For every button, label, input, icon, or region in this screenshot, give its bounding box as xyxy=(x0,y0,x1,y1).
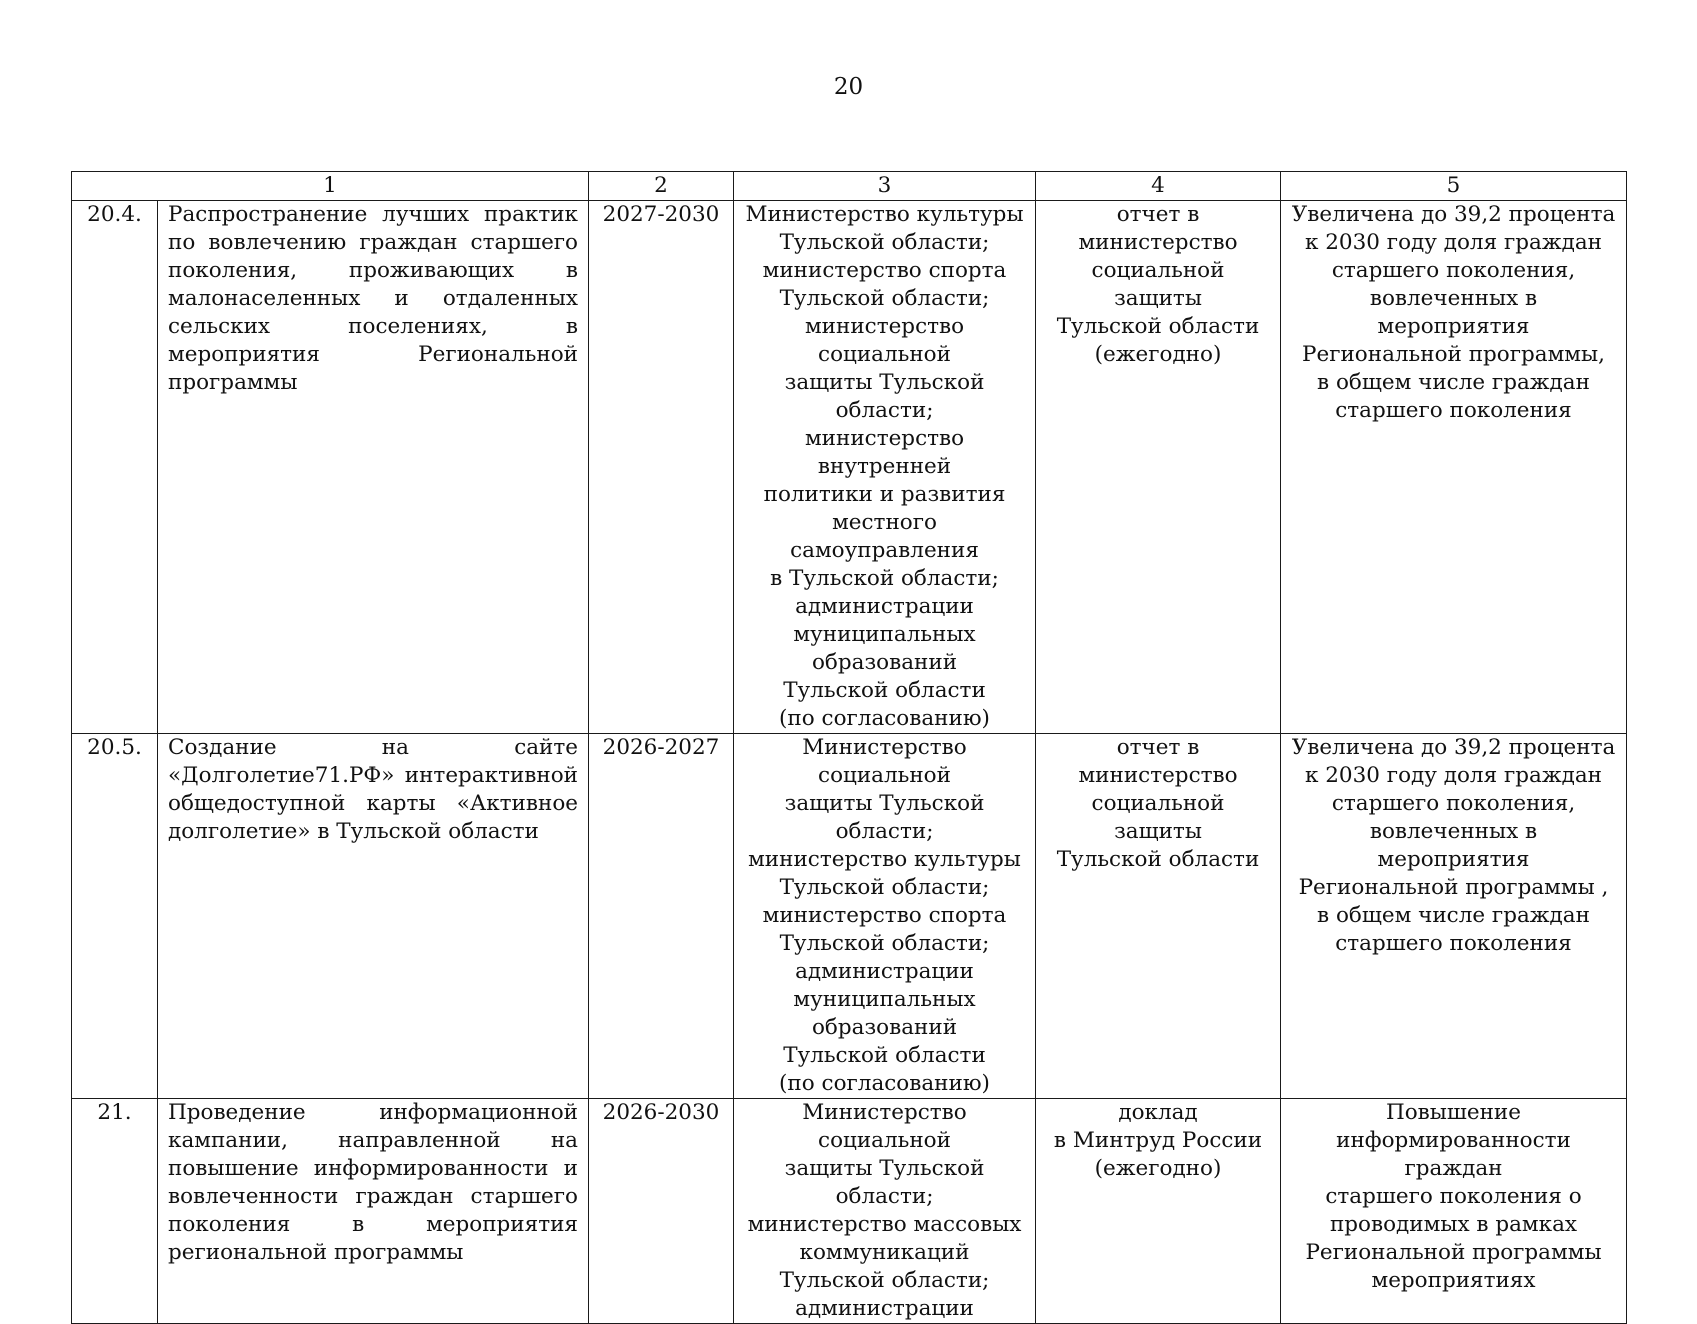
executor-line: Тульской области; xyxy=(779,286,990,311)
report-line: (ежегодно) xyxy=(1094,342,1222,367)
row-number: 20.5. xyxy=(72,734,158,1099)
table-row xyxy=(72,201,1627,734)
page-number: 20 xyxy=(833,74,864,100)
executor-line: администрации xyxy=(795,1296,974,1321)
executor-line: образований xyxy=(811,650,958,675)
measure-text: Проведение информационной кампании, направленной на повышение информированности и вовлеченности граждан старшего поколения в мероприятия региональной программы xyxy=(158,1099,589,1324)
header-cell-1: 1 xyxy=(72,172,589,201)
executor-line: коммуникаций xyxy=(799,1240,970,1265)
executors xyxy=(734,734,1036,1099)
result-line: старшего поколения, xyxy=(1331,258,1576,283)
header-cell-4: 4 xyxy=(1036,172,1281,201)
result-line: к 2030 году доля граждан xyxy=(1304,230,1602,255)
header-cell-2: 2 xyxy=(589,172,734,201)
period: 2026-2027 xyxy=(589,734,734,1099)
executor-line: министерство культуры xyxy=(748,847,1021,872)
executor-line: министерство спорта xyxy=(762,258,1007,283)
result-line: проводимых в рамках xyxy=(1329,1212,1578,1237)
expected-result xyxy=(1281,201,1627,734)
report-line: социальной защиты xyxy=(1091,791,1225,844)
executor-line: министерство массовых xyxy=(747,1212,1022,1237)
executor-line: муниципальных xyxy=(793,987,976,1012)
executor-line: Тульской области; xyxy=(779,1268,990,1293)
result-line: Региональной программы, xyxy=(1302,342,1605,367)
executor-line: министерство внутренней xyxy=(804,426,965,479)
report-line: (ежегодно) xyxy=(1094,1156,1222,1181)
result-line: Региональной программы xyxy=(1305,1240,1602,1265)
executor-line: (по согласованию) xyxy=(779,706,990,731)
expected-result xyxy=(1281,1099,1627,1324)
report-line: в Минтруд России xyxy=(1053,1128,1263,1153)
result-line: старшего поколения xyxy=(1335,931,1572,956)
report-line: Тульской области xyxy=(1056,847,1260,872)
executor-line: Министерство социальной xyxy=(802,735,967,788)
result-line: Увеличена до 39,2 процента xyxy=(1291,735,1616,760)
measures-table xyxy=(71,171,1627,1324)
result-line: старшего поколения xyxy=(1335,398,1572,423)
report-line: министерство xyxy=(1078,230,1238,255)
executor-line: защиты Тульской области; xyxy=(784,791,985,844)
executor-line: министерство спорта xyxy=(762,903,1007,928)
row-number: 20.4. xyxy=(72,201,158,734)
report-form xyxy=(1036,1099,1281,1324)
executor-line: администрации xyxy=(795,594,974,619)
executor-line: политики и развития xyxy=(763,482,1006,507)
header-cell-5: 5 xyxy=(1281,172,1627,201)
result-line: вовлеченных в мероприятия xyxy=(1369,819,1538,872)
table-row xyxy=(72,1099,1627,1324)
executor-line: местного самоуправления xyxy=(790,510,979,563)
executor-line: администрации xyxy=(795,959,974,984)
executor-line: Министерство социальной xyxy=(802,1100,967,1153)
executor-line: министерство социальной xyxy=(804,314,965,367)
expected-result xyxy=(1281,734,1627,1099)
row-number: 21. xyxy=(72,1099,158,1324)
result-line: Повышение xyxy=(1385,1100,1521,1125)
report-form xyxy=(1036,201,1281,734)
report-line: отчет в xyxy=(1116,202,1200,227)
result-line: к 2030 году доля граждан xyxy=(1304,763,1602,788)
table-header-row xyxy=(72,172,1627,201)
result-line: вовлеченных в мероприятия xyxy=(1369,286,1538,339)
period: 2026-2030 xyxy=(589,1099,734,1324)
executor-line: Тульской области; xyxy=(779,230,990,255)
executor-line: Тульской области; xyxy=(779,931,990,956)
executor-line: защиты Тульской области; xyxy=(784,370,985,423)
table-row xyxy=(72,734,1627,1099)
result-line: Региональной программы , xyxy=(1298,875,1609,900)
report-line: Тульской области xyxy=(1056,314,1260,339)
report-line: доклад xyxy=(1118,1100,1198,1125)
result-line: в общем числе граждан xyxy=(1317,370,1590,395)
executor-line: Тульской области; xyxy=(779,875,990,900)
report-line: социальной защиты xyxy=(1091,258,1225,311)
executors xyxy=(734,1099,1036,1324)
header-cell-3: 3 xyxy=(734,172,1036,201)
report-line: министерство xyxy=(1078,763,1238,788)
result-line: старшего поколения о xyxy=(1325,1184,1582,1209)
period: 2027-2030 xyxy=(589,201,734,734)
executor-line: Тульской области xyxy=(783,1043,986,1068)
result-line: Увеличена до 39,2 процента xyxy=(1291,202,1616,227)
executor-line: в Тульской области; xyxy=(770,566,999,591)
result-line: информированности граждан xyxy=(1336,1128,1571,1181)
executor-line: защиты Тульской области; xyxy=(784,1156,985,1209)
executor-line: Министерство культуры xyxy=(745,202,1024,227)
report-form xyxy=(1036,734,1281,1099)
executor-line: образований xyxy=(811,1015,958,1040)
executors xyxy=(734,201,1036,734)
result-line: мероприятиях xyxy=(1371,1268,1536,1293)
result-line: в общем числе граждан xyxy=(1317,903,1590,928)
measure-text: Создание на сайте «Долголетие71.РФ» интерактивной общедоступной карты «Активное долголетие» в Тульской области xyxy=(158,734,589,1099)
executor-line: муниципальных xyxy=(793,622,976,647)
measure-text: Распространение лучших практик по вовлечению граждан старшего поколения, проживающих в малонаселенных и отдаленных сельских поселениях, в мероприятия Региональной программы xyxy=(158,201,589,734)
executor-line: Тульской области xyxy=(783,678,986,703)
executor-line: (по согласованию) xyxy=(779,1071,990,1096)
result-line: старшего поколения, xyxy=(1331,791,1576,816)
report-line: отчет в xyxy=(1116,735,1200,760)
